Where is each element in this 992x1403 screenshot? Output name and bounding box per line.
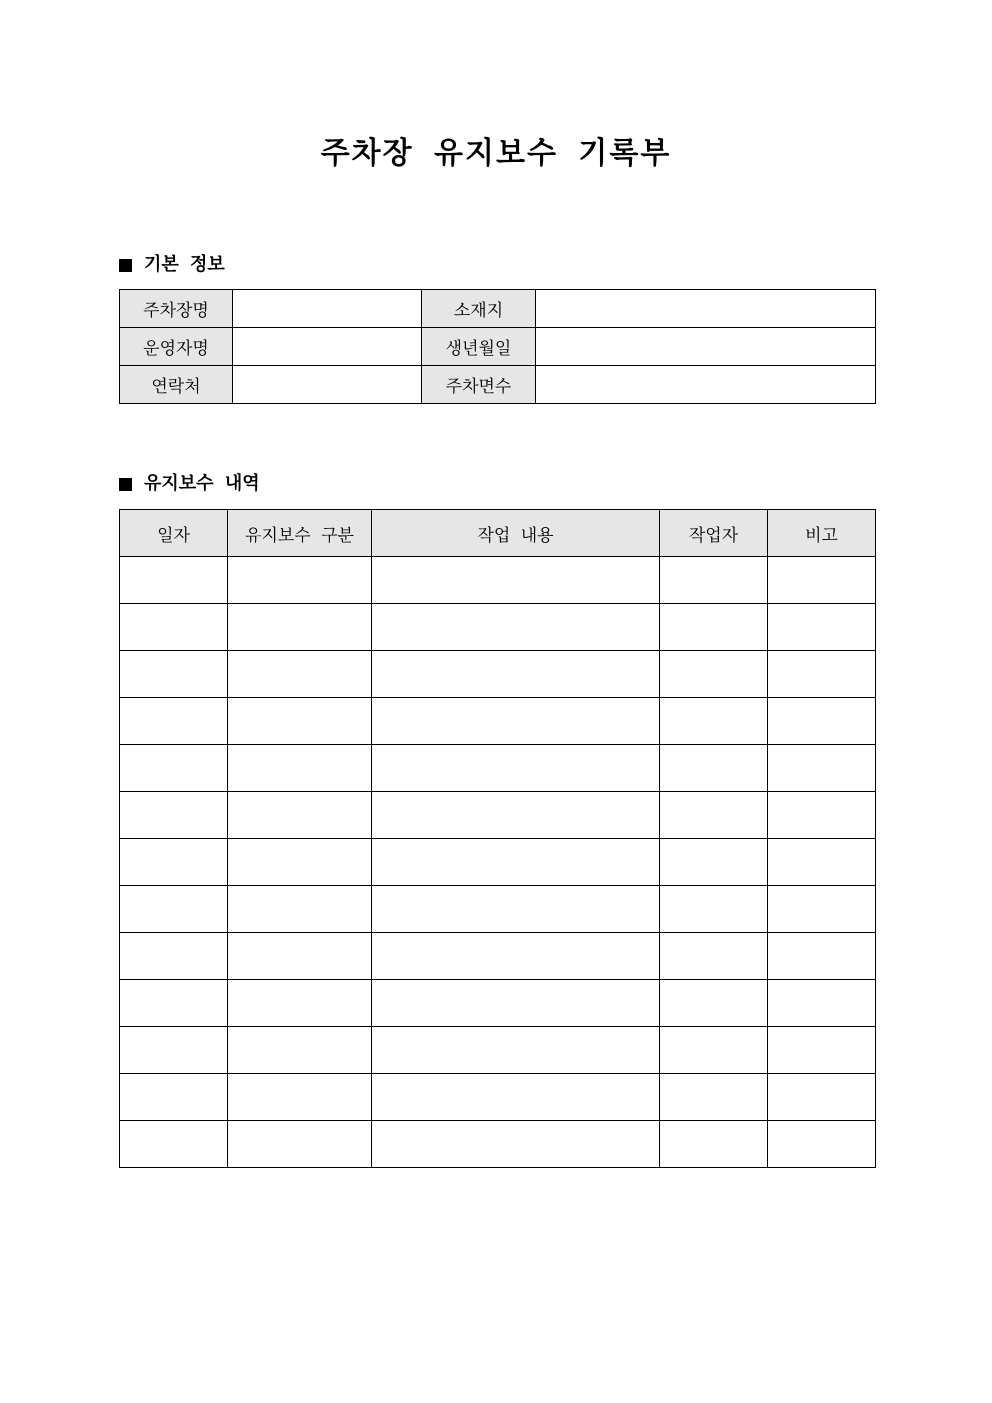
work-details-cell[interactable] bbox=[372, 698, 660, 745]
maintenance-log-table bbox=[119, 509, 876, 1168]
table-row bbox=[120, 1074, 876, 1121]
table-row bbox=[120, 1121, 876, 1168]
worker-cell[interactable] bbox=[660, 839, 768, 886]
maintenance-type-cell[interactable] bbox=[228, 651, 372, 698]
remarks-cell[interactable] bbox=[768, 1121, 876, 1168]
work-details-cell[interactable] bbox=[372, 1074, 660, 1121]
maintenance-type-cell[interactable] bbox=[228, 980, 372, 1027]
square-bullet-icon bbox=[119, 259, 132, 272]
date-cell[interactable] bbox=[120, 933, 228, 980]
table-row bbox=[120, 980, 876, 1027]
work-details-cell[interactable] bbox=[372, 886, 660, 933]
work-details-cell[interactable] bbox=[372, 933, 660, 980]
square-bullet-icon bbox=[119, 478, 132, 491]
location-field[interactable] bbox=[536, 290, 876, 328]
maintenance-type-cell[interactable] bbox=[228, 839, 372, 886]
remarks-cell[interactable] bbox=[768, 839, 876, 886]
work-details-cell[interactable] bbox=[372, 651, 660, 698]
date-cell[interactable] bbox=[120, 698, 228, 745]
maintenance-type-cell[interactable] bbox=[228, 745, 372, 792]
maintenance-type-cell[interactable] bbox=[228, 698, 372, 745]
work-details-cell[interactable] bbox=[372, 1121, 660, 1168]
info-row bbox=[120, 290, 876, 328]
work-details-cell[interactable] bbox=[372, 980, 660, 1027]
table-row bbox=[120, 651, 876, 698]
date-cell[interactable] bbox=[120, 839, 228, 886]
table-row bbox=[120, 933, 876, 980]
remarks-cell[interactable] bbox=[768, 651, 876, 698]
date-cell[interactable] bbox=[120, 886, 228, 933]
maintenance-type-cell[interactable] bbox=[228, 933, 372, 980]
basic-info-heading bbox=[119, 253, 225, 277]
date-cell[interactable] bbox=[120, 792, 228, 839]
birth-date-label: 생년월일 bbox=[422, 328, 536, 366]
column-header-remarks: 비고 bbox=[768, 510, 876, 557]
worker-cell[interactable] bbox=[660, 1074, 768, 1121]
worker-cell[interactable] bbox=[660, 698, 768, 745]
operator-name-label: 운영자명 bbox=[120, 328, 233, 366]
table-row bbox=[120, 604, 876, 651]
worker-cell[interactable] bbox=[660, 933, 768, 980]
maintenance-type-cell[interactable] bbox=[228, 886, 372, 933]
info-row bbox=[120, 328, 876, 366]
maintenance-log-body bbox=[120, 557, 876, 1168]
operator-name-field[interactable] bbox=[233, 328, 422, 366]
location-label: 소재지 bbox=[422, 290, 536, 328]
maintenance-heading bbox=[119, 472, 260, 496]
info-row bbox=[120, 366, 876, 404]
date-cell[interactable] bbox=[120, 980, 228, 1027]
worker-cell[interactable] bbox=[660, 604, 768, 651]
worker-cell[interactable] bbox=[660, 1121, 768, 1168]
work-details-cell[interactable] bbox=[372, 557, 660, 604]
table-row bbox=[120, 792, 876, 839]
birth-date-field[interactable] bbox=[536, 328, 876, 366]
basic-info-heading-label: 기본 정보 bbox=[144, 254, 225, 275]
work-details-cell[interactable] bbox=[372, 792, 660, 839]
date-cell[interactable] bbox=[120, 651, 228, 698]
maintenance-heading-label: 유지보수 내역 bbox=[144, 473, 260, 494]
maintenance-type-cell[interactable] bbox=[228, 557, 372, 604]
remarks-cell[interactable] bbox=[768, 557, 876, 604]
worker-cell[interactable] bbox=[660, 651, 768, 698]
column-header-date: 일자 bbox=[120, 510, 228, 557]
date-cell[interactable] bbox=[120, 1027, 228, 1074]
work-details-cell[interactable] bbox=[372, 839, 660, 886]
contact-label: 연락처 bbox=[120, 366, 233, 404]
date-cell[interactable] bbox=[120, 557, 228, 604]
remarks-cell[interactable] bbox=[768, 792, 876, 839]
worker-cell[interactable] bbox=[660, 886, 768, 933]
maintenance-type-cell[interactable] bbox=[228, 604, 372, 651]
table-header-row bbox=[120, 510, 876, 557]
table-row bbox=[120, 698, 876, 745]
remarks-cell[interactable] bbox=[768, 1074, 876, 1121]
remarks-cell[interactable] bbox=[768, 698, 876, 745]
work-details-cell[interactable] bbox=[372, 604, 660, 651]
remarks-cell[interactable] bbox=[768, 980, 876, 1027]
column-header-maintenance-type: 유지보수 구분 bbox=[228, 510, 372, 557]
document-title: 주차장 유지보수 기록부 bbox=[320, 136, 672, 171]
remarks-cell[interactable] bbox=[768, 745, 876, 792]
contact-field[interactable] bbox=[233, 366, 422, 404]
worker-cell[interactable] bbox=[660, 792, 768, 839]
table-row bbox=[120, 886, 876, 933]
work-details-cell[interactable] bbox=[372, 1027, 660, 1074]
table-row bbox=[120, 745, 876, 792]
table-row bbox=[120, 1027, 876, 1074]
maintenance-type-cell[interactable] bbox=[228, 1121, 372, 1168]
table-row bbox=[120, 839, 876, 886]
maintenance-type-cell[interactable] bbox=[228, 1027, 372, 1074]
worker-cell[interactable] bbox=[660, 980, 768, 1027]
work-details-cell[interactable] bbox=[372, 745, 660, 792]
table-row bbox=[120, 557, 876, 604]
column-header-work-details: 작업 내용 bbox=[372, 510, 660, 557]
remarks-cell[interactable] bbox=[768, 1027, 876, 1074]
column-header-worker: 작업자 bbox=[660, 510, 768, 557]
remarks-cell[interactable] bbox=[768, 604, 876, 651]
parking-spaces-field[interactable] bbox=[536, 366, 876, 404]
basic-info-table bbox=[119, 289, 876, 404]
parking-lot-name-label: 주차장명 bbox=[120, 290, 233, 328]
maintenance-type-cell[interactable] bbox=[228, 792, 372, 839]
worker-cell[interactable] bbox=[660, 745, 768, 792]
remarks-cell[interactable] bbox=[768, 933, 876, 980]
parking-spaces-label: 주차면수 bbox=[422, 366, 536, 404]
date-cell[interactable] bbox=[120, 745, 228, 792]
worker-cell[interactable] bbox=[660, 557, 768, 604]
remarks-cell[interactable] bbox=[768, 886, 876, 933]
date-cell[interactable] bbox=[120, 604, 228, 651]
worker-cell[interactable] bbox=[660, 1027, 768, 1074]
date-cell[interactable] bbox=[120, 1121, 228, 1168]
parking-lot-name-field[interactable] bbox=[233, 290, 422, 328]
date-cell[interactable] bbox=[120, 1074, 228, 1121]
maintenance-type-cell[interactable] bbox=[228, 1074, 372, 1121]
